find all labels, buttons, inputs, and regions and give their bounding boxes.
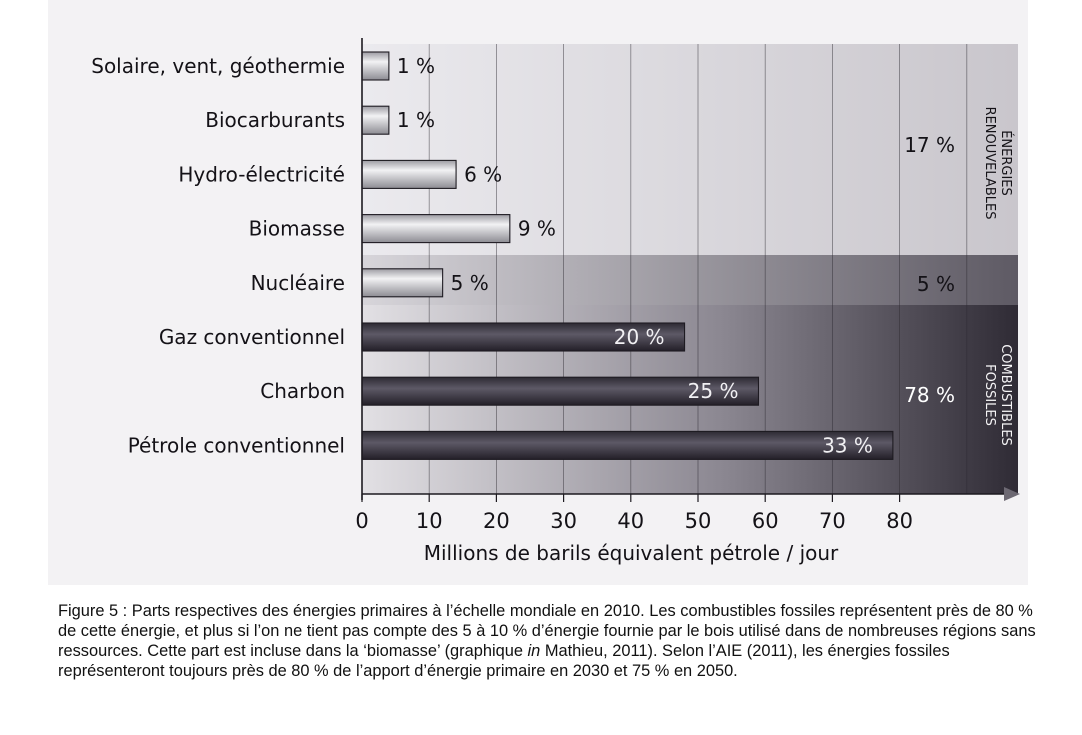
x-tick-label-20: 20 <box>483 509 510 533</box>
category-label: Nucléaire <box>250 270 345 295</box>
data-label: 25 % <box>687 379 739 404</box>
data-label: 9 % <box>517 216 556 241</box>
caption-italic: in <box>527 642 541 660</box>
x-tick-label-60: 60 <box>751 509 779 533</box>
group-label-line-1: ÉNERGIES <box>998 130 1013 196</box>
data-label: 1 % <box>396 54 435 78</box>
data-label: 1 % <box>396 108 435 133</box>
group-label-line-2: RENOUVELABLES <box>982 106 997 220</box>
data-label: 33 % <box>822 433 873 458</box>
category-label: Biocarburants <box>205 108 345 133</box>
figure-caption <box>58 601 1048 681</box>
group-total: 78 % <box>904 383 955 407</box>
bar-3 <box>362 160 456 188</box>
category-label: Biomasse <box>248 216 345 241</box>
group-total: 17 % <box>904 133 955 157</box>
x-tick-label-40: 40 <box>617 509 645 533</box>
x-tick-label-0: 0 <box>355 509 369 533</box>
data-label: 20 % <box>613 325 665 349</box>
x-tick-label-30: 30 <box>550 509 577 533</box>
group-backgrounds <box>362 44 1018 494</box>
group-total: 5 % <box>916 272 955 296</box>
group-label-line-2: FOSSILES <box>982 364 997 426</box>
bar-2 <box>362 106 389 134</box>
data-label: 6 % <box>464 162 503 187</box>
bar-4 <box>362 215 510 243</box>
category-label: Charbon <box>260 379 345 404</box>
caption-text-end: Mathieu, 2011). Selon l’AIE (2011), les énergies fossiles représenteront toujours près de 80 % de l’apport d’énergie primaire en 2030 et 75 % en 2050. <box>58 642 950 680</box>
category-label: Solaire, vent, géothermie <box>91 54 345 78</box>
category-label: Hydro-électricité <box>178 162 345 187</box>
x-axis-title: Millions de barils équivalent pétrole / jour <box>423 541 839 565</box>
bar-5 <box>362 269 443 297</box>
bar-1 <box>362 52 389 80</box>
group-label-line-1: COMBUSTIBLES <box>998 344 1013 446</box>
data-label: 5 % <box>450 270 489 295</box>
bar-8 <box>362 431 893 459</box>
x-tick-label-50: 50 <box>684 509 712 533</box>
category-label: Gaz conventionnel <box>158 325 345 349</box>
category-label: Pétrole conventionnel <box>127 433 345 458</box>
caption-text-start: Figure 5 : Parts respectives des énergies primaires à l’échelle mondiale en 2010. Les combustibles fossiles représentent près de 80 % de cette énergie, et plus si l’on ne tient pas compte des 5 à 10 % d’énergie fournie par le bois utilisé dans de nombreuses régions sans ressources. Cette part est incluse dans la ‘biomasse’ (graphique <box>58 602 1036 660</box>
x-tick-label-70: 70 <box>819 509 846 533</box>
x-tick-label-10: 10 <box>415 509 443 533</box>
x-tick-label-80: 80 <box>886 509 913 533</box>
